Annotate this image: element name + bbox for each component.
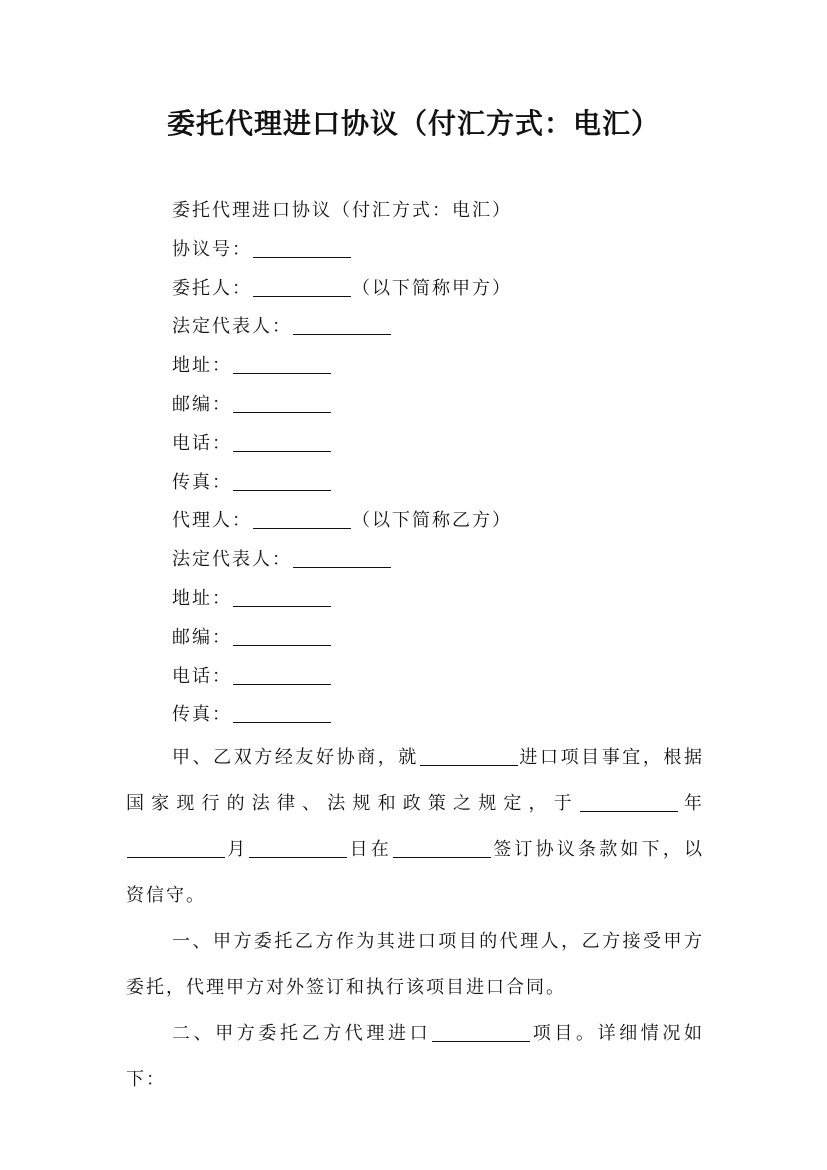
preamble-month: 月 [226, 839, 249, 861]
principal-legal-rep-label: 法定代表人： [172, 316, 292, 338]
month-blank [127, 839, 225, 858]
agent-fax-label: 传真： [172, 704, 232, 726]
agent-address-label: 地址： [172, 587, 232, 609]
principal-legal-rep-blank [293, 316, 391, 335]
agent-note: （以下简称乙方） [352, 510, 512, 532]
principal-phone-blank [233, 433, 331, 452]
agent-postcode-label: 邮编： [172, 626, 232, 648]
project-blank [420, 747, 518, 766]
agent-line [126, 502, 704, 541]
principal-postcode-line [126, 386, 704, 425]
agent-postcode-line [126, 619, 704, 658]
preamble-year: 年 [678, 793, 705, 815]
principal-address-blank [233, 355, 331, 374]
document-body [126, 192, 704, 1103]
principal-address-line [126, 347, 704, 386]
agreement-number-label: 协议号： [172, 238, 252, 260]
clause-two-text-1: 二、甲方委托乙方代理进口 [172, 1023, 432, 1045]
preamble-text-1: 甲、乙双方经友好协商，就 [172, 747, 419, 769]
agent-address-line [126, 580, 704, 619]
principal-phone-label: 电话： [172, 432, 232, 454]
agent-fax-blank [233, 704, 331, 723]
agent-phone-label: 电话： [172, 665, 232, 687]
document-title: 委托代理进口协议（付汇方式：电汇） [166, 107, 660, 140]
year-blank [580, 793, 678, 812]
principal-blank [253, 278, 351, 297]
preamble-text-2: 进口项目事宜，根据国家现行的法律、法规和政策之规定，于 [126, 747, 705, 815]
day-blank [249, 839, 347, 858]
agent-legal-rep-label: 法定代表人： [172, 549, 292, 571]
principal-fax-blank [233, 472, 331, 491]
preamble-day-at: 日在 [348, 839, 393, 861]
principal-postcode-label: 邮编： [172, 393, 232, 415]
agent-blank [253, 510, 351, 529]
agent-postcode-blank [233, 627, 331, 646]
agent-phone-blank [233, 666, 331, 685]
principal-fax-label: 传真： [172, 471, 232, 493]
preamble-paragraph [126, 735, 704, 919]
agreement-number-blank [253, 239, 351, 258]
agent-phone-line [126, 658, 704, 697]
agreement-number-line [126, 231, 704, 270]
agent-label: 代理人： [172, 510, 252, 532]
principal-legal-rep-line [126, 308, 704, 347]
agent-fax-line [126, 696, 704, 735]
place-blank [393, 839, 491, 858]
principal-postcode-blank [233, 394, 331, 413]
principal-phone-line [126, 425, 704, 464]
clause-two [126, 1011, 704, 1103]
principal-note: （以下简称甲方） [352, 277, 512, 299]
document-subtitle: 委托代理进口协议（付汇方式：电汇） [172, 200, 512, 221]
import-project-blank [432, 1023, 530, 1042]
principal-label: 委托人： [172, 277, 252, 299]
principal-line [126, 270, 704, 309]
agent-address-blank [233, 588, 331, 607]
principal-address-label: 地址： [172, 355, 232, 377]
agent-legal-rep-line [126, 541, 704, 580]
clause-one: 一、甲方委托乙方作为其进口项目的代理人，乙方接受甲方委托，代理甲方对外签订和执行该项目进口合同。 [126, 931, 704, 999]
principal-fax-line [126, 464, 704, 503]
preamble-text-3: 签订协议条款如下，以资信守。 [126, 839, 705, 907]
clause-two-text-2: 项目。详细情况如下： [126, 1023, 705, 1091]
agent-legal-rep-blank [293, 549, 391, 568]
